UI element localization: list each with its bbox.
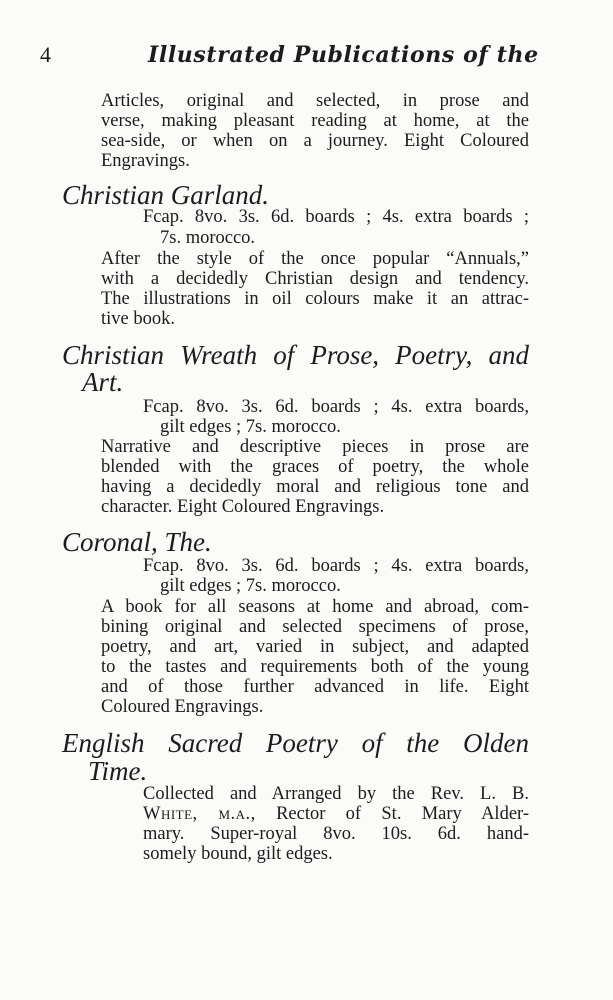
entry-description: poetry, and art, varied in subject, and adapted [101, 637, 529, 657]
entry-title: Christian Garland. [62, 180, 270, 210]
intro-line: verse, making pleasant reading at home, at the [101, 111, 529, 131]
entry-description: character. Eight Coloured Engravings. [101, 497, 385, 517]
entry-price: gilt edges ; 7s. morocco. [160, 576, 341, 596]
intro-line: sea-side, or when on a journey. Eight Coloured [101, 131, 529, 151]
entry-description: Coloured Engravings. [101, 697, 264, 717]
entry-description: and of those further advanced in life. Eight [101, 677, 529, 697]
entry-price: 7s. morocco. [160, 228, 256, 248]
page-header [40, 42, 560, 72]
author-role: Rector of St. Mary Alder- [255, 804, 529, 824]
running-title: Illustrated Publications of the [148, 42, 539, 68]
entry-detail: mary. Super-royal 8vo. 10s. 6d. hand- [143, 824, 529, 844]
entry-description: After the style of the once popular “Annuals,” [101, 249, 529, 269]
entry-price: Fcap. 8vo. 3s. 6d. boards ; 4s. extra boards ; [143, 207, 529, 227]
entry-description: tive book. [101, 309, 175, 329]
entry-title: English Sacred Poetry of the Olden [62, 728, 529, 758]
intro-line: Articles, original and selected, in prose and [101, 91, 529, 111]
entry-price: Fcap. 8vo. 3s. 6d. boards ; 4s. extra boards, [143, 397, 529, 417]
entry-description: The illustrations in oil colours make it an attrac- [101, 289, 529, 309]
entry-description: blended with the graces of poetry, the whole [101, 457, 529, 477]
entry-detail [143, 803, 529, 825]
entry-price: gilt edges ; 7s. morocco. [160, 417, 341, 437]
entry-detail: Collected and Arranged by the Rev. L. B. [143, 784, 529, 804]
entry-title: Coronal, The. [62, 527, 212, 557]
author-name: White, m.a., [143, 804, 256, 824]
entry-title-continued: Art. [82, 367, 124, 397]
entry-description: to the tastes and requirements both of the young [101, 657, 529, 677]
entry-description: having a decidedly moral and religious tone and [101, 477, 529, 497]
entry-title: Christian Wreath of Prose, Poetry, and [62, 340, 529, 370]
intro-line: Engravings. [101, 151, 190, 171]
page-number: 4 [40, 42, 51, 67]
entry-title-continued: Time. [88, 756, 148, 786]
entry-description: A book for all seasons at home and abroad, com- [101, 597, 529, 617]
entry-price: Fcap. 8vo. 3s. 6d. boards ; 4s. extra boards, [143, 556, 529, 576]
entry-description: Narrative and descriptive pieces in prose are [101, 437, 529, 457]
entry-description: with a decidedly Christian design and tendency. [101, 269, 529, 289]
entry-description: bining original and selected specimens of prose, [101, 617, 529, 637]
entry-detail: somely bound, gilt edges. [143, 844, 333, 864]
